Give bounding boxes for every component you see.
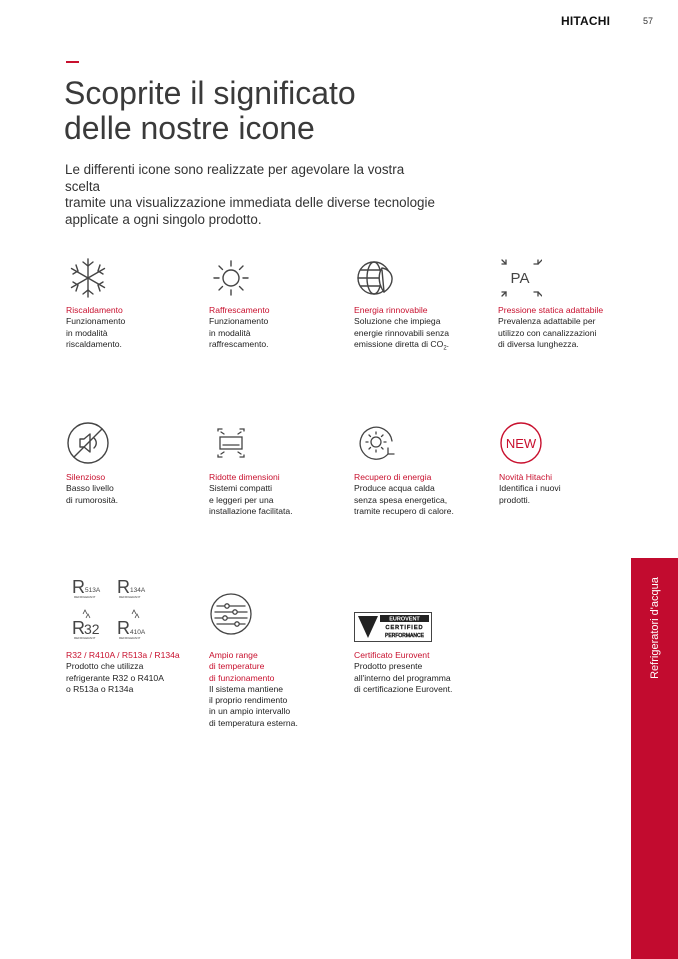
page-title (64, 76, 484, 146)
item-heading: Recupero di energia (354, 472, 432, 482)
refrigerant-134a: 134A (130, 587, 146, 594)
eurovent-logo-icon (354, 612, 432, 642)
new-badge-icon (499, 421, 543, 465)
temperature-range-icon (209, 592, 253, 636)
new-badge-label: NEW (505, 436, 537, 451)
item-text (209, 305, 359, 350)
item-text (354, 305, 504, 355)
item-line: energie rinnovabili senza (354, 327, 450, 338)
item-heading: Energia rinnovabile (354, 305, 428, 315)
item-line: all'interno del programma (354, 672, 451, 683)
item-line: senza spesa energetica, (354, 494, 448, 505)
refrigerant-32: 32 (84, 621, 100, 637)
item-heading: Silenzioso (66, 472, 106, 482)
item-line: Funzionamento (209, 316, 269, 327)
item-line: di diversa lunghezza. (498, 338, 579, 349)
item-line: prodotti. (499, 494, 531, 505)
globe-leaf-icon (354, 256, 398, 300)
intro-paragraph (65, 162, 435, 228)
item-text (66, 650, 216, 695)
sun-icon (209, 256, 253, 300)
intro-line: tramite una visualizzazione immediata delle diverse tecnologie (65, 195, 435, 210)
item-line: di certificazione Eurovent. (354, 683, 453, 694)
snowflake-icon (66, 256, 110, 300)
item-line: Prodotto che utilizza (66, 661, 144, 672)
intro-line: Le differenti icone sono realizzate per agevolare la vostra scelta (65, 162, 405, 194)
item-line: Basso livello (66, 483, 114, 494)
item-line: Identifica i nuovi (499, 483, 561, 494)
item-heading: R32 / R410A / R513a / R134a (66, 650, 180, 660)
title-line: delle nostre icone (64, 110, 315, 146)
item-text (499, 472, 649, 506)
item-line: riscaldamento. (66, 338, 122, 349)
refrigerant-sub: REFRIGERANT (119, 636, 141, 640)
item-line: utilizzo con canalizzazioni (498, 327, 597, 338)
compact-unit-icon (209, 421, 253, 465)
eurovent-mid: CERTIFIED (385, 625, 424, 631)
item-line: Prodotto presente (354, 661, 423, 672)
item-line: raffrescamento. (209, 338, 269, 349)
item-text (498, 305, 648, 350)
item-line: in modalità (209, 327, 251, 338)
item-text (209, 650, 359, 729)
item-line: Sistemi compatti (209, 483, 273, 494)
item-text (354, 472, 504, 517)
item-line: Funzionamento (66, 316, 126, 327)
mute-speaker-icon (66, 421, 110, 465)
refrigerant-410a: 410A (130, 629, 146, 636)
heat-recovery-icon (354, 421, 398, 465)
refrigerant-icon (66, 574, 166, 644)
pressure-icon-label: PA (510, 270, 530, 287)
item-line: Il sistema mantiene (209, 683, 284, 694)
item-line: di rumorosità. (66, 494, 119, 505)
item-heading: Certificato Eurovent (354, 650, 430, 660)
item-text (66, 305, 216, 350)
item-text (209, 472, 359, 517)
item-line: tramite recupero di calore. (354, 505, 454, 516)
refrigerant-sub: REFRIGERANT (74, 595, 96, 599)
eurovent-top: EUROVENT (389, 616, 420, 623)
title-line: Scoprite il significato (64, 75, 356, 111)
refrigerant-r: R (72, 577, 85, 597)
co2-subscript: 2 (443, 345, 447, 352)
refrigerant-sub: REFRIGERANT (74, 636, 96, 640)
item-text (354, 650, 504, 695)
item-heading: Raffrescamento (209, 305, 270, 315)
intro-line: applicate a ogni singolo prodotto. (65, 211, 262, 227)
refrigerant-sub: REFRIGERANT (119, 595, 141, 599)
co2-end: . (446, 338, 450, 349)
item-line: in un ampio intervallo (209, 706, 291, 717)
accent-dash (66, 61, 79, 63)
item-line: in modalità (66, 327, 108, 338)
item-heading: Pressione statica adattabile (498, 305, 604, 315)
item-heading: Riscaldamento (66, 305, 123, 315)
refrigerant-r: R (72, 618, 85, 638)
item-line: Soluzione che impiega (354, 316, 441, 327)
item-line: Prevalenza adattabile per (498, 316, 596, 327)
item-line: e leggeri per una (209, 494, 274, 505)
sidebar-label: Refrigeratori d'acqua (648, 577, 661, 679)
item-line: o R513a o R134a (66, 683, 134, 694)
eurovent-bot: PERFORMANCE (385, 633, 424, 639)
item-heading: Ampio range (209, 650, 258, 660)
item-heading: Novità Hitachi (499, 472, 553, 482)
item-line: installazione facilitata. (209, 505, 293, 516)
item-text (66, 472, 216, 506)
refrigerant-r: R (117, 577, 130, 597)
item-line: il proprio rendimento (209, 695, 288, 706)
item-heading: Ridotte dimensioni (209, 472, 280, 482)
item-line: di temperatura esterna. (209, 717, 298, 728)
item-line: Produce acqua calda (354, 483, 435, 494)
item-heading: di funzionamento (209, 672, 275, 683)
co2-text: emissione diretta di CO (354, 338, 444, 349)
refrigerant-r: R (117, 618, 130, 638)
section-sidebar (631, 558, 678, 959)
refrigerant-513a: 513A (85, 587, 101, 594)
item-heading: di temperature (209, 661, 265, 672)
pressure-icon (498, 256, 542, 300)
page-number: 57 (643, 16, 654, 26)
brand-logo: HITACHI (561, 14, 611, 28)
item-line: refrigerante R32 o R410A (66, 672, 164, 683)
item-line (354, 339, 504, 355)
